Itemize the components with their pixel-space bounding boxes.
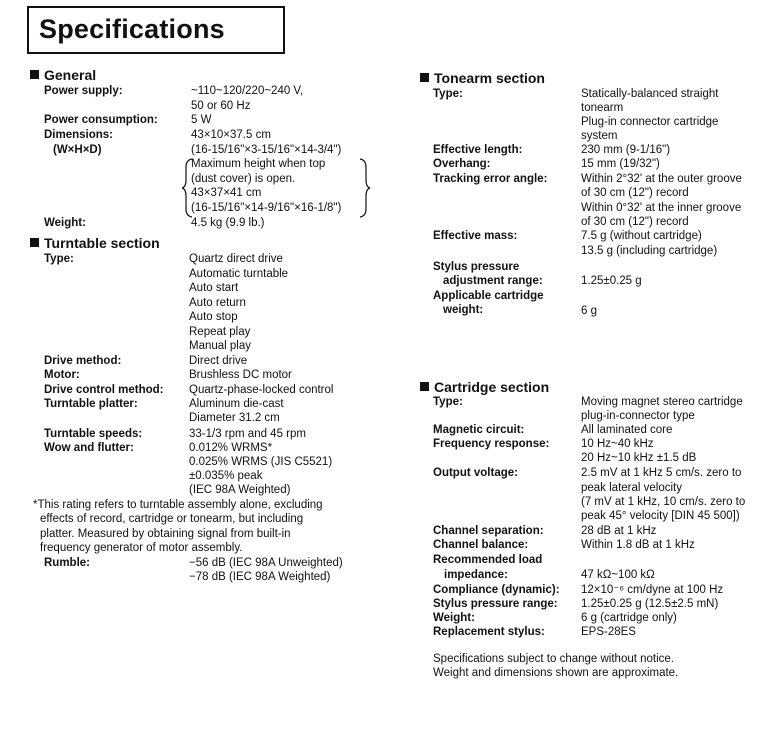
spec-value: 0.012% WRMS* [189,442,273,454]
spec-value: (IEC 98A Weighted) [189,484,291,496]
spec-value: 4.5 kg (9.9 lb.) [191,217,265,229]
bullet-square-icon [30,238,39,247]
spec-value: Repeat play [189,326,251,338]
spec-label: Rumble: [44,557,90,569]
spec-label: Type: [433,88,463,100]
footnote-line: *This rating refers to turntable assembly alone, excluding [33,499,323,511]
spec-value: ±0.035% peak [189,470,263,482]
spec-label: Stylus pressure [433,261,520,273]
spec-label: Turntable speeds: [44,428,143,440]
spec-value: (16-15/16"×3-15/16"×14-3/4") [191,144,342,156]
spec-value: 28 dB at 1 kHz [581,525,657,537]
spec-value: 20 Hz~10 kHz ±1.5 dB [581,452,697,464]
spec-value: Within 1.8 dB at 1 kHz [581,539,695,551]
spec-sublabel: (W×H×D) [53,144,102,156]
spec-label: weight: [443,304,484,316]
spec-label: Channel separation: [433,525,544,537]
spec-value: 47 kΩ~100 kΩ [581,569,655,581]
spec-label: Weight: [433,612,475,624]
footnote-line: platter. Measured by obtaining signal from built-in [40,528,291,540]
spec-value: 1.25±0.25 g (12.5±2.5 mN) [581,598,719,610]
spec-value: 6 g (cartridge only) [581,612,677,624]
spec-value: system [581,130,618,142]
section-heading-tonearm: Tonearm section [420,70,545,86]
disclaimer-line: Weight and dimensions shown are approximate. [433,667,679,679]
spec-label: Tracking error angle: [433,173,548,185]
page-title: Specifications [39,14,225,44]
spec-value: peak 45° velocity [DIN 45 500]) [581,510,740,522]
spec-value: 15 mm (19/32") [581,158,660,170]
spec-value: 43×10×37.5 cm [191,129,271,141]
spec-value: peak lateral velocity [581,482,682,494]
spec-label: Overhang: [433,158,491,170]
spec-label: Power consumption: [44,114,158,126]
spec-value: Auto start [189,282,239,294]
spec-label: Type: [433,396,463,408]
spec-value: plug-in-connector type [581,410,695,422]
spec-value: Aluminum die-cast [189,398,284,410]
spec-label: Stylus pressure range: [433,598,558,610]
spec-note: 43×37×41 cm [191,187,262,199]
spec-value: −78 dB (IEC 98A Weighted) [189,571,331,583]
spec-value: Moving magnet stereo cartridge [581,396,743,408]
spec-label: impedance: [444,569,508,581]
spec-note: (16-15/16"×14-9/16"×16-1/8") [191,202,342,214]
spec-value: Automatic turntable [189,268,289,280]
spec-label: Channel balance: [433,539,529,551]
spec-label: adjustment range: [443,275,543,287]
spec-value: 1.25±0.25 g [581,275,642,287]
spec-value: of 30 cm (12") record [581,187,689,199]
spec-label: Compliance (dynamic): [433,584,560,596]
bullet-square-icon [420,382,429,391]
spec-value: 50 or 60 Hz [191,100,251,112]
spec-value: 12×10⁻⁶ cm/dyne at 100 Hz [581,584,724,596]
spec-value: ~110~120/220~240 V, [191,85,304,97]
spec-value: Statically-balanced straight [581,88,719,100]
spec-value: 2.5 mV at 1 kHz 5 cm/s. zero to [581,467,742,479]
spec-value: Within 0°32' at the inner groove [581,202,742,214]
spec-value: −56 dB (IEC 98A Unweighted) [189,557,343,569]
section-heading-turntable: Turntable section [30,235,160,251]
spec-label: Drive control method: [44,384,164,396]
spec-value: 0.025% WRMS (JIS C5521) [189,456,333,468]
spec-label: Dimensions: [44,129,114,141]
spec-value: Direct drive [189,355,248,367]
spec-label: Motor: [44,369,80,381]
spec-label: Power supply: [44,85,123,97]
spec-value: 7.5 g (without cartridge) [581,230,702,242]
bullet-square-icon [420,73,429,82]
title-box [27,6,285,54]
spec-label: Recommended load [433,554,543,566]
spec-value: Auto return [189,297,246,309]
spec-value: (7 mV at 1 kHz, 10 cm/s. zero to [581,496,746,508]
spec-value: Quartz-phase-locked control [189,384,334,396]
spec-label: Applicable cartridge [433,290,544,302]
spec-value: tonearm [581,102,624,114]
spec-value: Quartz direct drive [189,253,283,265]
spec-label: Output voltage: [433,467,518,479]
spec-label: Weight: [44,217,86,229]
spec-label: Turntable platter: [44,398,138,410]
spec-label: Effective length: [433,144,523,156]
spec-value: of 30 cm (12") record [581,216,689,228]
bullet-square-icon [30,70,39,79]
spec-value: EPS-28ES [581,626,636,638]
spec-value: 13.5 g (including cartridge) [581,245,718,257]
spec-label: Wow and flutter: [44,442,134,454]
spec-label: Effective mass: [433,230,518,242]
spec-label: Magnetic circuit: [433,424,525,436]
footnote-line: frequency generator of motor assembly. [40,542,243,554]
section-heading-cartridge: Cartridge section [420,379,549,395]
spec-value: Plug-in connector cartridge [581,116,719,128]
spec-value: Diameter 31.2 cm [189,412,280,424]
spec-value: 5 W [191,114,212,126]
spec-value: Within 2°32' at the outer groove [581,173,742,185]
spec-note: Maximum height when top [191,158,326,170]
spec-value: 6 g [581,305,597,317]
spec-label: Drive method: [44,355,122,367]
section-heading-general: General [30,67,96,83]
spec-value: Auto stop [189,311,238,323]
spec-note: (dust cover) is open. [191,173,296,185]
spec-value: 230 mm (9-1/16") [581,144,671,156]
spec-value: 10 Hz~40 kHz [581,438,654,450]
spec-label: Type: [44,253,74,265]
footnote-line: effects of record, cartridge or tonearm, but including [40,513,304,525]
spec-value: 33-1/3 rpm and 45 rpm [189,428,306,440]
spec-label: Replacement stylus: [433,626,545,638]
spec-label: Frequency response: [433,438,550,450]
spec-value: Brushless DC motor [189,369,292,381]
spec-value: Manual play [189,340,252,352]
spec-value: All laminated core [581,424,673,436]
disclaimer-line: Specifications subject to change without notice. [433,653,675,665]
